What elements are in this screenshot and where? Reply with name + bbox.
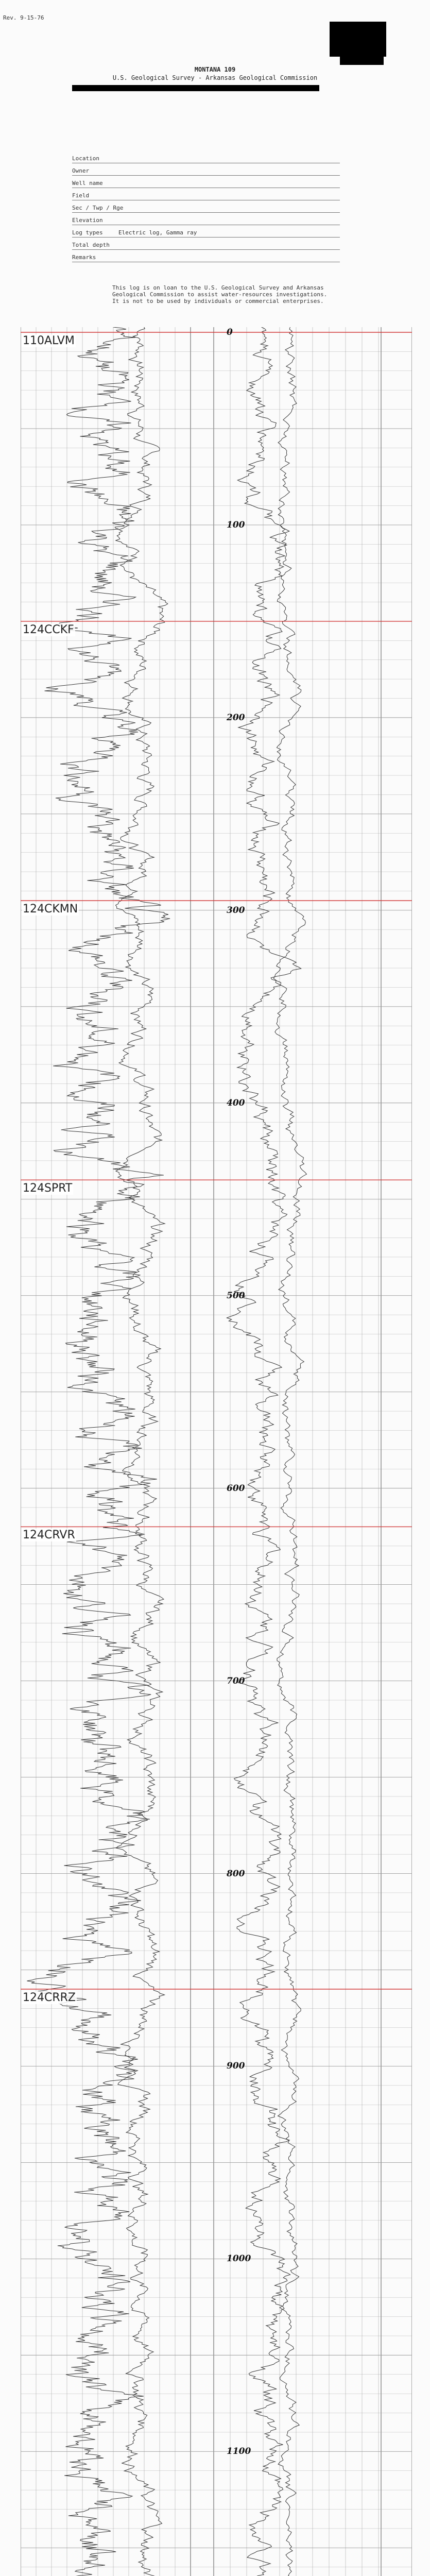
notice-line: This log is on loan to the U.S. Geological Survey and Arkansas bbox=[112, 284, 324, 291]
formation-label: 110ALVM bbox=[23, 334, 75, 347]
agency-title: U.S. Geological Survey - Arkansas Geological Commission bbox=[112, 74, 318, 81]
revision-label: Rev. 9-15-76 bbox=[3, 14, 44, 21]
formation-label: 124CRRZ bbox=[23, 1991, 76, 2004]
form-label: Owner bbox=[72, 167, 90, 174]
form-label: Well name bbox=[72, 180, 103, 187]
redaction-bar bbox=[72, 85, 319, 91]
depth-mark: 600 bbox=[227, 1483, 245, 1494]
formation-label: 124CKMN bbox=[23, 903, 78, 916]
form-label: Log types bbox=[72, 229, 103, 236]
depth-mark: 100 bbox=[227, 519, 245, 530]
form-label: Location bbox=[72, 155, 99, 162]
form-label: Remarks bbox=[72, 254, 96, 261]
gamma-curve bbox=[27, 327, 170, 2576]
formation-label: 124SPRT bbox=[23, 1182, 73, 1195]
formation-label: 124CCKF bbox=[23, 623, 74, 636]
form-row bbox=[72, 241, 340, 250]
redaction-block bbox=[330, 22, 386, 57]
form-row bbox=[72, 253, 340, 262]
form-label: Field bbox=[72, 192, 90, 199]
depth-mark: 1100 bbox=[227, 2446, 251, 2457]
log-traces bbox=[21, 327, 412, 2576]
notice-line: Geological Commission to assist water-resources investigations. bbox=[112, 291, 328, 298]
notice-line: It is not to be used by individuals or commercial enterprises. bbox=[112, 298, 324, 304]
depth-mark: 800 bbox=[227, 1868, 245, 1879]
depth-mark: 200 bbox=[227, 712, 245, 723]
form-label: Elevation bbox=[72, 217, 103, 224]
formation-label: 124CRVR bbox=[23, 1529, 75, 1542]
redaction-block bbox=[340, 57, 384, 65]
document-number: MONTANA 109 bbox=[194, 66, 236, 73]
depth-mark: 900 bbox=[227, 2061, 245, 2072]
resistivity-curve bbox=[270, 327, 306, 2576]
depth-mark: 400 bbox=[227, 1097, 245, 1108]
form-row bbox=[72, 179, 340, 188]
depth-mark: 1000 bbox=[227, 2253, 251, 2264]
form-row bbox=[72, 192, 340, 200]
depth-mark: 500 bbox=[227, 1290, 245, 1301]
depth-mark: 700 bbox=[227, 1675, 245, 1686]
form-label: Total depth bbox=[72, 242, 110, 248]
depth-mark: 300 bbox=[227, 905, 245, 916]
form-row bbox=[72, 155, 340, 163]
resistivity-curve bbox=[227, 327, 301, 2576]
loan-notice bbox=[112, 284, 339, 304]
form-row bbox=[72, 229, 340, 238]
well-log-chart bbox=[21, 327, 412, 2576]
form-label: Sec / Twp / Rge bbox=[72, 205, 124, 211]
form-value: Electric log, Gamma ray bbox=[118, 229, 197, 236]
form-row bbox=[72, 216, 340, 225]
depth-mark: 0 bbox=[227, 327, 233, 337]
form-row bbox=[72, 204, 340, 213]
form-row bbox=[72, 167, 340, 176]
